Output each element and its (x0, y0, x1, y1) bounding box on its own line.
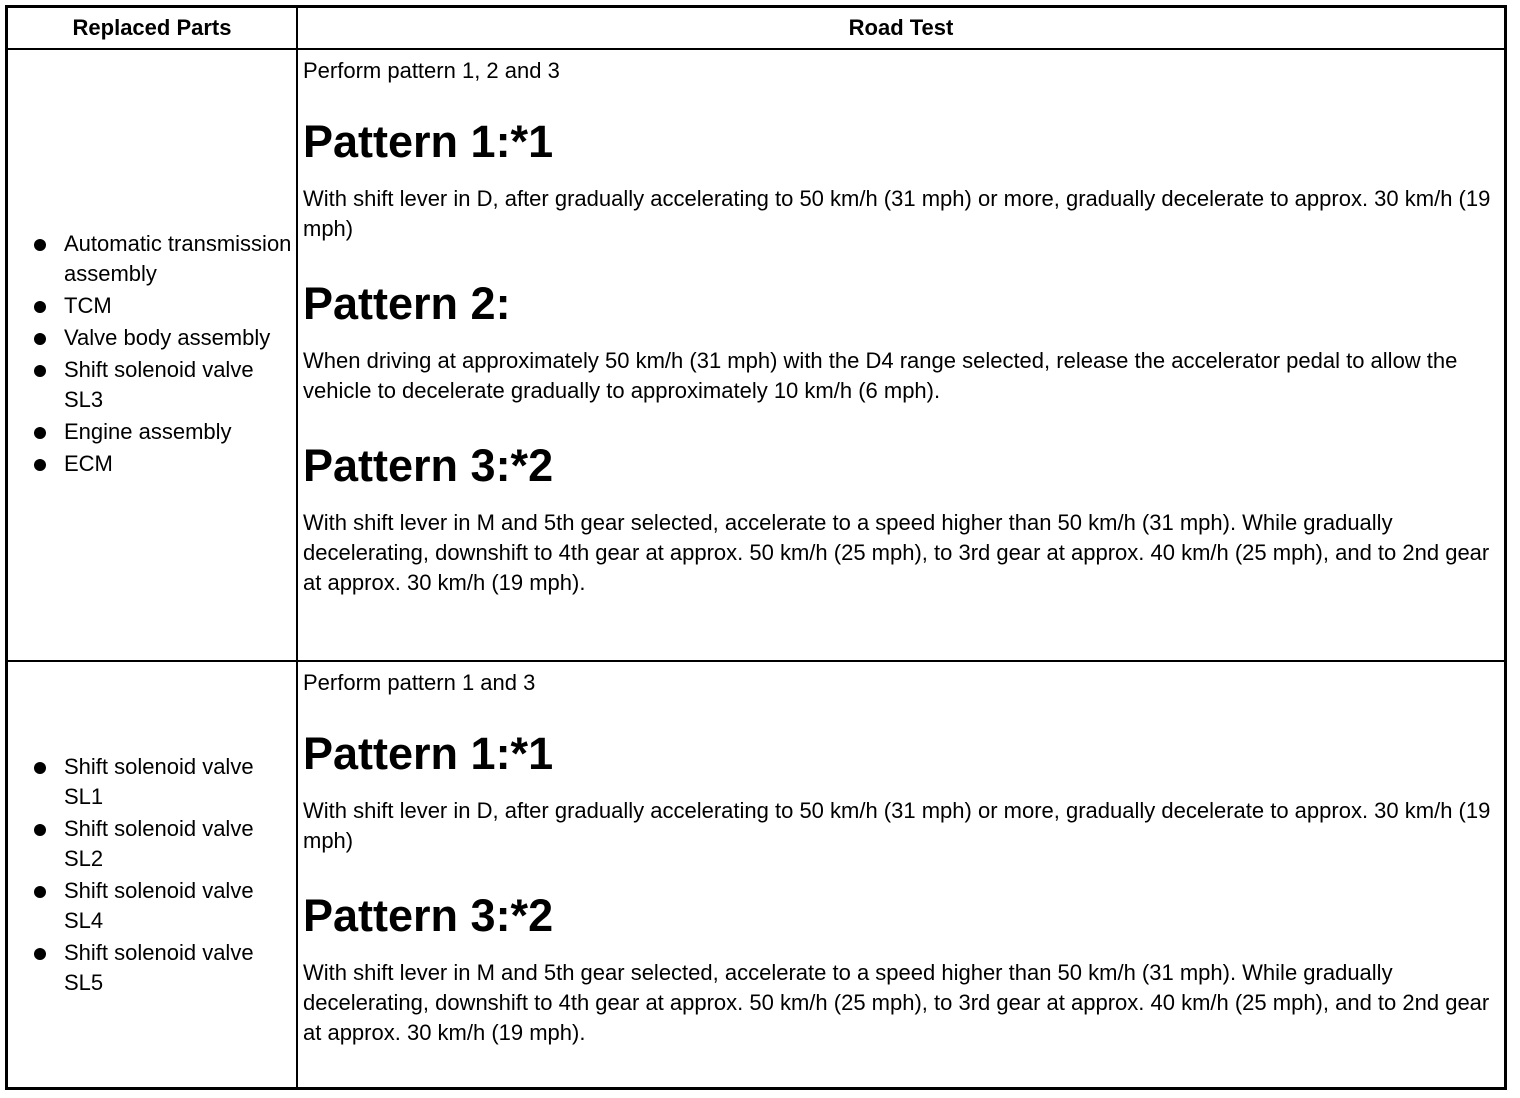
list-item: Shift solenoid valve SL1 (26, 752, 296, 812)
row-1-pattern-2-title: Pattern 2: (303, 278, 511, 329)
row-1-pattern-1-text: With shift lever in D, after gradually accelerating to 50 km/h (31 mph) or more, gradually decelerate to approx. 30 km/h (19 mph) (303, 186, 1491, 241)
header-replaced-parts: Replaced Parts (72, 15, 232, 40)
list-item: Shift solenoid valve SL3 (26, 355, 296, 415)
list-item: Automatic transmission assembly (26, 229, 296, 289)
list-item: Shift solenoid valve SL2 (26, 814, 296, 874)
row-1-parts-cell (8, 50, 296, 660)
row-2-parts-cell (8, 662, 296, 1090)
row-2-parts-list (8, 752, 296, 1000)
row-1-pattern-3-title: Pattern 3:*2 (303, 440, 554, 491)
list-item: Valve body assembly (26, 323, 296, 353)
list-item: Engine assembly (26, 417, 296, 447)
list-item: ECM (26, 449, 296, 479)
row-2-pattern-3-text: With shift lever in M and 5th gear selected, accelerate to a speed higher than 50 km/h (31 mph). While gradually decelerating, downshift to 4th gear at approx. 50 km/h (25 mph), to 3rd gear at approx. 40 km/h (25 mph), and to 2nd gear at approx. 30 km/h (19 mph). (303, 960, 1490, 1045)
row-2-pattern-1-text: With shift lever in D, after gradually accelerating to 50 km/h (31 mph) or more, gradually decelerate to approx. 30 km/h (19 mph) (303, 798, 1491, 853)
list-item: Shift solenoid valve SL5 (26, 938, 296, 998)
row-2-pattern-1-title: Pattern 1:*1 (303, 728, 554, 779)
list-item: Shift solenoid valve SL4 (26, 876, 296, 936)
column-divider (296, 8, 298, 1087)
road-test-table (5, 5, 1507, 1090)
row-1-pattern-1-title: Pattern 1:*1 (303, 116, 554, 167)
row-2-pattern-3-title: Pattern 3:*2 (303, 890, 554, 941)
row-2-road-test-cell (303, 668, 1494, 1080)
row-1-pattern-3-text: With shift lever in M and 5th gear selected, accelerate to a speed higher than 50 km/h (31 mph). While gradually decelerating, downshift to 4th gear at approx. 50 km/h (25 mph), to 3rd gear at approx. 40 km/h (25 mph), and to 2nd gear at approx. 30 km/h (19 mph). (303, 510, 1490, 595)
header-road-test: Road Test (848, 15, 954, 40)
row-1-pattern-2-text: When driving at approximately 50 km/h (31 mph) with the D4 range selected, release the accelerator pedal to allow the vehicle to decelerate gradually to approximately 10 km/h (6 mph). (303, 348, 1458, 403)
row-1-parts-list (8, 229, 296, 481)
list-item: TCM (26, 291, 296, 321)
row-2-intro: Perform pattern 1 and 3 (303, 670, 536, 695)
row-1-road-test-cell (303, 56, 1494, 630)
row-1-intro: Perform pattern 1, 2 and 3 (303, 58, 560, 83)
